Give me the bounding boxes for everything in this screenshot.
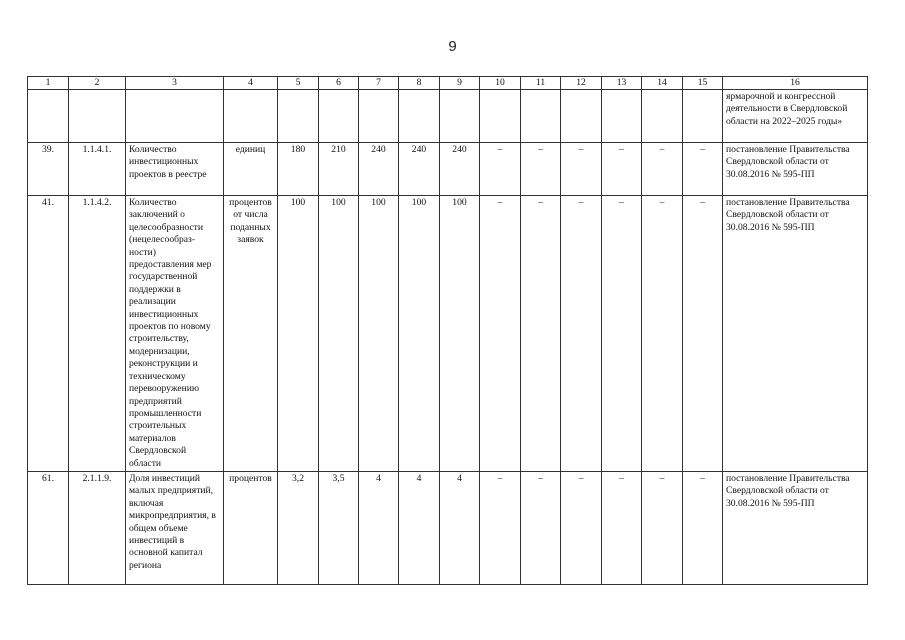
value-cell [683, 90, 723, 143]
row-code: 2.1.1.9. [69, 471, 126, 584]
value-cell [319, 90, 359, 143]
value-cell [440, 90, 480, 143]
row-code: 1.1.4.1. [69, 143, 126, 196]
row-number: 39. [28, 143, 69, 196]
header-cell: 7 [359, 77, 399, 90]
value-cell: 3,5 [319, 471, 359, 584]
header-cell: 6 [319, 77, 359, 90]
unit-cell [224, 90, 278, 143]
value-cell: – [683, 196, 723, 472]
value-cell: – [602, 471, 642, 584]
value-cell: – [602, 196, 642, 472]
value-cell: 100 [440, 196, 480, 472]
value-cell: – [561, 471, 602, 584]
row-number: 41. [28, 196, 69, 472]
header-cell: 11 [521, 77, 561, 90]
indicator-name: Количество инвестиционных проектов в реестре [126, 143, 224, 196]
value-cell: 240 [399, 143, 440, 196]
value-cell [642, 90, 683, 143]
header-cell: 15 [683, 77, 723, 90]
value-cell: – [642, 143, 683, 196]
value-cell: 100 [399, 196, 440, 472]
value-cell: 100 [319, 196, 359, 472]
value-cell: 4 [440, 471, 480, 584]
row-code [69, 90, 126, 143]
page-number: 9 [448, 38, 457, 55]
value-cell: – [683, 143, 723, 196]
source-cell: постановление Правительства Свердловской области от 30.08.2016 № 595-ПП [723, 196, 868, 472]
value-cell: 240 [359, 143, 399, 196]
value-cell: – [683, 471, 723, 584]
value-cell: – [480, 196, 521, 472]
value-cell [561, 90, 602, 143]
indicators-table [27, 76, 868, 585]
header-cell: 14 [642, 77, 683, 90]
value-cell: – [521, 143, 561, 196]
value-cell: – [521, 471, 561, 584]
value-cell: – [642, 196, 683, 472]
unit-cell: процентов [224, 471, 278, 584]
value-cell: – [642, 471, 683, 584]
value-cell [278, 90, 319, 143]
value-cell: 4 [399, 471, 440, 584]
indicator-name: Количество заключений о целесообразности (нецелесообраз-ности) предоставления мер государственной поддержки в реализации инвестиционных проектов по новому строительству, модернизации, реконструкции и техническому перевооружению предприятий промышленности строительных материалов Свердловской области [126, 196, 224, 472]
value-cell: 240 [440, 143, 480, 196]
value-cell: – [602, 143, 642, 196]
value-cell: 180 [278, 143, 319, 196]
header-cell: 1 [28, 77, 69, 90]
value-cell [521, 90, 561, 143]
value-cell [359, 90, 399, 143]
header-cell: 5 [278, 77, 319, 90]
value-cell: 100 [359, 196, 399, 472]
value-cell [399, 90, 440, 143]
value-cell: 3,2 [278, 471, 319, 584]
table-row [28, 471, 868, 584]
value-cell: 4 [359, 471, 399, 584]
source-cell: постановление Правительства Свердловской области от 30.08.2016 № 595-ПП [723, 471, 868, 584]
table-row [28, 143, 868, 196]
header-cell: 16 [723, 77, 868, 90]
header-cell: 10 [480, 77, 521, 90]
value-cell: – [480, 471, 521, 584]
header-cell: 8 [399, 77, 440, 90]
value-cell: – [561, 143, 602, 196]
value-cell [602, 90, 642, 143]
header-cell: 12 [561, 77, 602, 90]
unit-cell: процентов от числа поданных заявок [224, 196, 278, 472]
value-cell: – [561, 196, 602, 472]
table-header-row [28, 77, 868, 90]
header-cell: 13 [602, 77, 642, 90]
value-cell: 210 [319, 143, 359, 196]
header-cell: 9 [440, 77, 480, 90]
header-cell: 3 [126, 77, 224, 90]
value-cell: 100 [278, 196, 319, 472]
table-row [28, 90, 868, 143]
source-cell: ярмарочной и конгрессной деятельности в Свердловской области на 2022–2025 годы» [723, 90, 868, 143]
row-code: 1.1.4.2. [69, 196, 126, 472]
value-cell: – [521, 196, 561, 472]
header-cell: 2 [69, 77, 126, 90]
value-cell [480, 90, 521, 143]
table-row [28, 196, 868, 472]
row-number [28, 90, 69, 143]
indicator-name: Доля инвестиций малых предприятий, включая микропредприятия, в общем объеме инвестиций в основной капитал региона [126, 471, 224, 584]
source-cell: постановление Правительства Свердловской области от 30.08.2016 № 595-ПП [723, 143, 868, 196]
unit-cell: единиц [224, 143, 278, 196]
row-number: 61. [28, 471, 69, 584]
header-cell: 4 [224, 77, 278, 90]
indicator-name [126, 90, 224, 143]
value-cell: – [480, 143, 521, 196]
